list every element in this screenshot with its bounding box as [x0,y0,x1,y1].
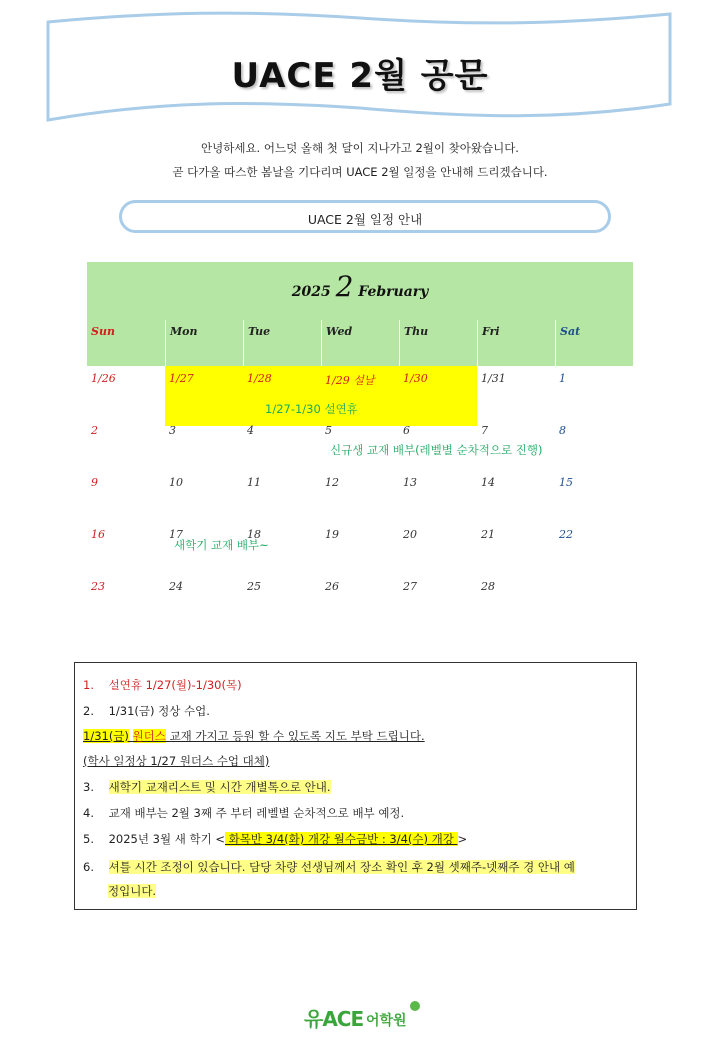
day-header-sat [555,320,633,366]
note-number: 2. [83,704,94,718]
calendar-day-3-4: 20 [403,528,417,541]
note-opening-highlight: 화목반 3/4(화) 개강 월수금반 : 3/4(수) 개강 [225,832,458,846]
day-header-tue [243,320,321,366]
calendar-title [87,270,633,303]
note-text: 새학기 교재리스트 및 시간 개별톡으로 안내. [108,780,331,794]
calendar-day-2-4: 13 [403,476,417,489]
calendar-day-3-3: 19 [325,528,339,541]
notes-box [74,662,637,910]
section-title-pill [119,200,611,233]
calendar-day-0-5: 1/31 [481,372,506,385]
calendar-day-3-1: 17 [169,528,183,541]
calendar-day-3-6: 22 [559,528,573,541]
calendar-day-4-5: 28 [481,580,495,593]
calendar-day-4-0: 23 [91,580,105,593]
calendar-day-1-2: 4 [247,424,254,437]
calendar-day-2-1: 10 [169,476,183,489]
calendar-day-0-4: 1/30 [403,372,428,385]
calendar-day-4-3: 26 [325,580,339,593]
day-name: Sat [560,325,581,338]
calendar-day-1-0: 2 [91,424,98,437]
calendar-day-2-5: 14 [481,476,495,489]
note-number: 4. [83,806,94,820]
note-4 [83,805,404,821]
note-5 [83,831,467,847]
note-1 [83,677,242,693]
note-text: 교재 배부는 2월 3째 주 부터 레벨별 순차적으로 배부 예정. [108,806,405,820]
day-name: Sun [91,325,115,338]
calendar-day-1-4: 6 [403,424,410,437]
note-text: 설연휴 1/27(월)-1/30(목) [108,678,242,692]
note-date-highlight: 1/31(금) [83,729,129,743]
logo-dot-icon [410,1001,420,1011]
day-header-wed [321,320,399,366]
logo-mark: 유ACE [304,1007,364,1031]
calendar-day-1-3: 5 [325,424,332,437]
event-new-student-books: 신규생 교재 배부(레벨별 순차적으로 진행) [330,443,543,457]
note-2-detail [83,728,425,744]
note-3 [83,779,331,795]
calendar-day-0-6: 1 [559,372,566,385]
calendar-day-0-0: 1/26 [91,372,116,385]
page-title: UACE 2월 공문 [231,56,489,96]
day-name: Tue [248,325,271,338]
note-wonders-highlight: 원더스 [132,729,166,743]
calendar-day-0-2: 1/28 [247,372,272,385]
calendar-day-3-0: 16 [91,528,105,541]
note-number: 6. [83,860,94,874]
day-header-sun [87,320,165,366]
calendar-month-name: February [358,284,429,300]
intro-line-2: 곧 다가올 따스한 봄날을 기다리며 UACE 2월 일정을 안내해 드리겠습니다. [172,165,548,179]
note-text: 2025년 3월 새 학기 < [108,832,225,846]
note-text-end: > [457,832,468,846]
calendar-day-1-6: 8 [559,424,566,437]
title-banner [44,8,676,126]
day-name: Fri [482,325,500,338]
note-6-cont [108,883,156,899]
event-holiday: 1/27-1/30 설연휴 [265,402,358,416]
note-text: 정입니다. [108,884,157,898]
calendar-day-3-5: 21 [481,528,495,541]
calendar-day-2-0: 9 [91,476,98,489]
calendar-day-2-2: 11 [247,476,261,489]
note-text: 교재 가지고 등원 할 수 있도록 지도 부탁 드립니다. [169,729,425,743]
calendar-day-3-2: 18 [247,528,261,541]
logo-subtitle: 어학원 [366,1013,407,1029]
calendar-day-0-3: 1/29 설날 [325,374,375,387]
calendar-day-2-6: 15 [559,476,573,489]
calendar-month-number: 2 [335,270,354,303]
section-title: UACE 2월 일정 안내 [307,212,423,227]
calendar-year: 2025 [291,284,331,300]
note-number: 5. [83,832,94,846]
note-text: 셔틀 시간 조정이 있습니다. 담당 차량 선생님께서 장소 확인 후 2월 셋째주-넷째주 경 안내 예 [108,860,575,874]
day-header-mon [165,320,243,366]
calendar [87,262,633,602]
holiday-highlight [165,366,477,426]
day-header-thu [399,320,477,366]
note-number: 1. [83,678,94,692]
calendar-day-4-2: 25 [247,580,261,593]
note-text: 1/31(금) 정상 수업. [108,704,210,718]
academy-logo [304,999,424,1035]
calendar-day-4-1: 24 [169,580,183,593]
day-name: Wed [326,325,353,338]
day-name: Thu [404,325,429,338]
day-name: Mon [170,325,198,338]
calendar-day-4-4: 27 [403,580,417,593]
calendar-day-0-1: 1/27 [169,372,194,385]
calendar-day-1-5: 7 [481,424,488,437]
event-semester-books: 새학기 교재 배부~ [174,538,269,552]
calendar-day-1-1: 3 [169,424,176,437]
day-header-fri [477,320,555,366]
calendar-header [87,262,633,366]
note-2-subnote: (학사 일정상 1/27 원더스 수업 대체) [83,754,270,768]
note-6 [83,859,575,875]
calendar-day-2-3: 12 [325,476,339,489]
intro-line-1: 안녕하세요. 어느덧 올해 첫 달이 지나가고 2월이 찾아왔습니다. [201,141,519,155]
note-number: 3. [83,780,94,794]
note-2 [83,703,210,719]
